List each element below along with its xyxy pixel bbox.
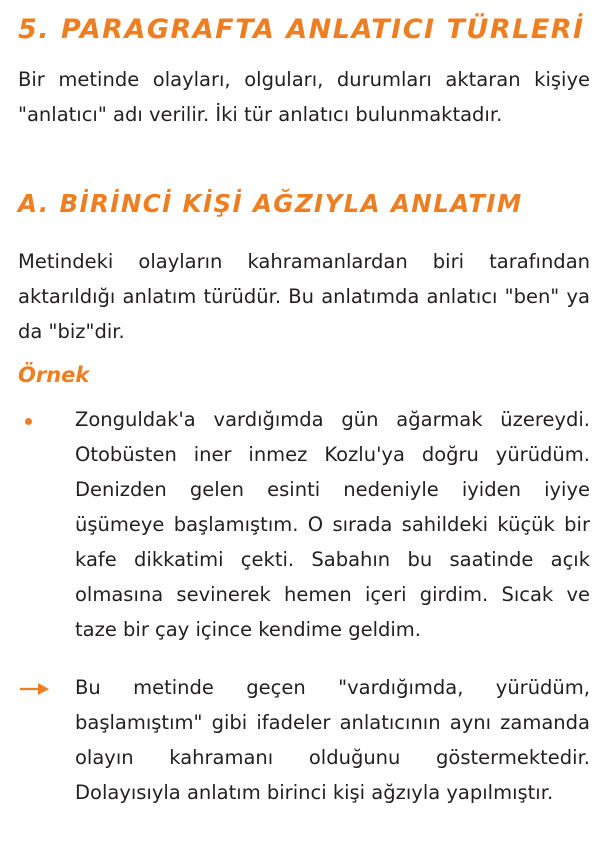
intro-paragraph: Bir metinde olayları, olguları, durumları aktaran kişiye "anlatıcı" adı verilir. İki tür anlatıcı bulunmaktadır. (18, 68, 590, 126)
example-label: Örnek (18, 363, 90, 387)
example-paragraph: Zonguldak'a vardığımda gün ağarmak üzereydi. Otobüsten iner inmez Kozlu'ya doğru yürüdüm. Denizden gelen esinti nedeniyle iyiden iyiye üşümeye başlamıştım. O sırada sahildeki küçük bir kafe dikkatimi çekti. Sabahın bu saatinde açık olmasına sevinerek hemen içeri girdim. Sıcak ve taze bir çay içince kendime geldim. (75, 408, 590, 641)
bullet-dot-icon (25, 418, 32, 425)
subsection-heading: A. BİRİNCİ KİŞİ AĞZIYLA ANLATIM (18, 189, 523, 218)
section-title: 5. PARAGRAFTA ANLATICI TÜRLERİ (18, 14, 585, 45)
arrow-right-icon (18, 681, 50, 697)
definition-paragraph: Metindeki olayların kahramanlardan biri tarafından aktarıldığı anlatım türüdür. Bu anlatımda anlatıcı "ben" ya da "biz"dir. (18, 250, 590, 343)
conclusion-paragraph: Bu metinde geçen "vardığımda, yürüdüm, başlamıştım" gibi ifadeler anlatıcının aynı zamanda olayın kahramanı olduğunu göstermektedir. Dolayısıyla anlatım birinci kişi ağzıyla yapılmıştır. (75, 676, 590, 804)
